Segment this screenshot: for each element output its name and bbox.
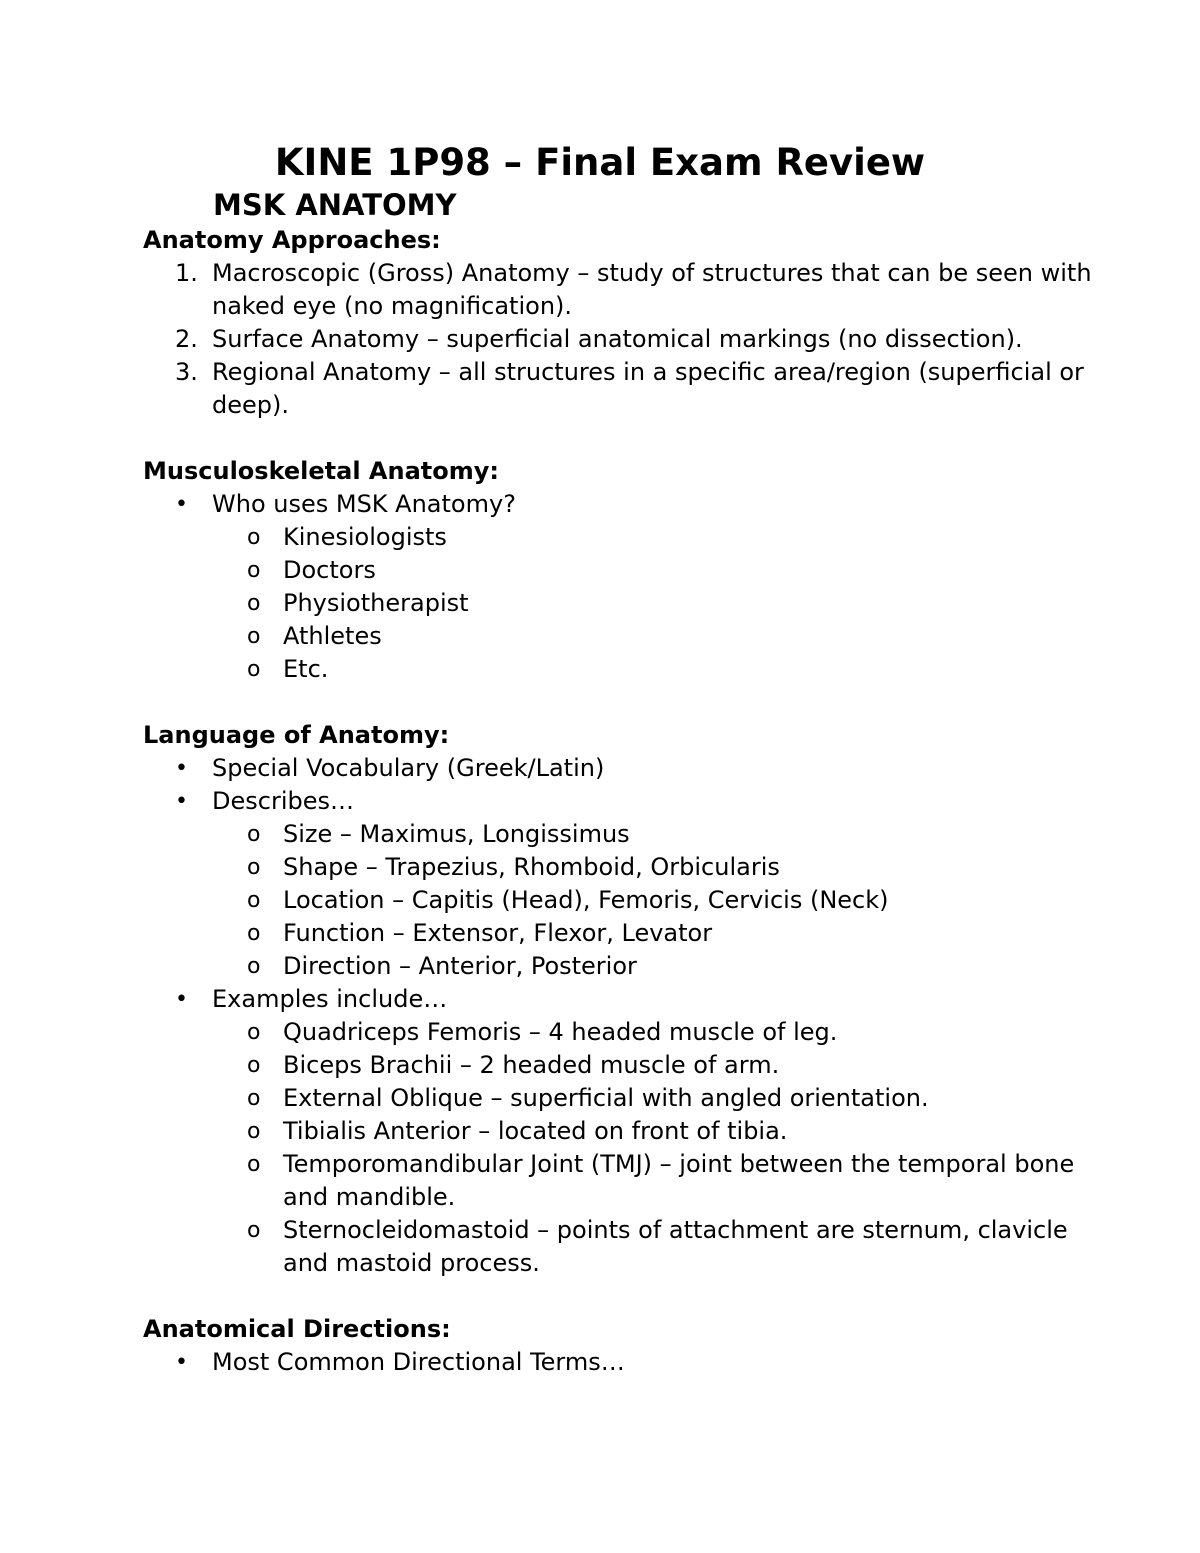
list-item-text: Shape – Trapezius, Rhomboid, Orbicularis — [283, 853, 780, 881]
sub-bullet-item — [143, 1049, 1103, 1082]
bullet-marker: • — [175, 756, 188, 781]
list-number: 1. — [175, 259, 198, 287]
list-item-text: Special Vocabulary (Greek/Latin) — [212, 754, 605, 782]
sub-bullet-item — [143, 851, 1103, 884]
section-heading: Anatomy Approaches: — [143, 226, 441, 254]
sub-bullet-marker: o — [247, 888, 261, 913]
sub-bullet-item — [143, 653, 1103, 686]
list-item-text: Etc. — [283, 655, 329, 683]
sub-bullet-marker: o — [247, 558, 261, 583]
list-item-text: External Oblique – superficial with angled orientation. — [283, 1084, 929, 1112]
sub-bullet-marker: o — [247, 855, 261, 880]
list-item-text: Quadriceps Femoris – 4 headed muscle of leg. — [283, 1018, 838, 1046]
list-item-text: Examples include… — [212, 985, 448, 1013]
numbered-item — [143, 257, 1102, 323]
sub-bullet-item — [143, 521, 1103, 554]
sub-bullet-marker: o — [247, 657, 261, 682]
sub-bullet-marker: o — [247, 1218, 261, 1243]
list-number: 2. — [175, 325, 198, 353]
section-heading: Anatomical Directions: — [143, 1315, 451, 1343]
sub-bullet-marker: o — [247, 591, 261, 616]
document-subtitle: MSK ANATOMY — [213, 188, 457, 222]
document-title: KINE 1P98 – Final Exam Review — [274, 141, 926, 184]
sub-bullet-item — [143, 1115, 1103, 1148]
sub-bullet-item — [143, 917, 1103, 950]
bullet-marker: • — [175, 789, 188, 814]
sub-bullet-marker: o — [247, 1152, 261, 1177]
bullet-item — [143, 785, 1103, 818]
list-item-text: Temporomandibular Joint (TMJ) – joint between the temporal bone and mandible. — [283, 1150, 1075, 1211]
section-heading: Musculoskeletal Anatomy: — [143, 457, 499, 485]
list-item-text: Location – Capitis (Head), Femoris, Cervicis (Neck) — [283, 886, 889, 914]
sub-bullet-item — [143, 1214, 1083, 1280]
sub-bullet-item — [143, 620, 1103, 653]
sub-bullet-marker: o — [247, 921, 261, 946]
section-language-of-anatomy — [143, 719, 1103, 1280]
list-item-text: Surface Anatomy – superficial anatomical markings (no dissection). — [212, 325, 1023, 353]
list-item-text: Direction – Anterior, Posterior — [283, 952, 637, 980]
list-item-text: Size – Maximus, Longissimus — [283, 820, 630, 848]
sub-bullet-marker: o — [247, 822, 261, 847]
section-anatomical-directions — [143, 1313, 1103, 1379]
bullet-marker: • — [175, 987, 188, 1012]
list-item-text: Regional Anatomy – all structures in a specific area/region (superficial or deep). — [212, 358, 1084, 419]
bullet-item — [143, 983, 1103, 1016]
sub-bullet-item — [143, 1148, 1123, 1214]
list-item-text: Athletes — [283, 622, 382, 650]
list-item-text: Sternocleidomastoid – points of attachment are sternum, clavicle and mastoid process. — [283, 1216, 1068, 1277]
sub-bullet-marker: o — [247, 1119, 261, 1144]
sub-bullet-marker: o — [247, 525, 261, 550]
list-item-text: Most Common Directional Terms… — [212, 1348, 625, 1376]
sub-bullet-item — [143, 950, 1103, 983]
list-item-text: Kinesiologists — [283, 523, 447, 551]
section-anatomy-approaches — [143, 224, 1103, 422]
section-heading: Language of Anatomy: — [143, 721, 450, 749]
sub-bullet-item — [143, 1082, 1103, 1115]
list-item-text: Function – Extensor, Flexor, Levator — [283, 919, 713, 947]
sub-bullet-item — [143, 884, 1103, 917]
list-item-text: Describes… — [212, 787, 354, 815]
numbered-item — [143, 356, 1092, 422]
list-item-text: Tibialis Anterior – located on front of tibia. — [283, 1117, 788, 1145]
list-item-text: Macroscopic (Gross) Anatomy – study of structures that can be seen with naked eye (no magnification). — [212, 259, 1092, 320]
sub-bullet-item — [143, 554, 1103, 587]
document-body — [143, 224, 1103, 1379]
list-item-text: Biceps Brachii – 2 headed muscle of arm. — [283, 1051, 780, 1079]
sub-bullet-marker: o — [247, 1020, 261, 1045]
list-item-text: Who uses MSK Anatomy? — [212, 490, 516, 518]
numbered-item — [143, 323, 1032, 356]
sub-bullet-item — [143, 818, 1103, 851]
sub-bullet-marker: o — [247, 624, 261, 649]
list-number: 3. — [175, 358, 198, 386]
sub-bullet-item — [143, 1016, 1103, 1049]
sub-bullet-marker: o — [247, 1053, 261, 1078]
paragraph-gap — [143, 1280, 1103, 1313]
bullet-marker: • — [175, 1350, 188, 1375]
paragraph-gap — [143, 686, 1103, 719]
bullet-item — [143, 1346, 1103, 1379]
list-item-text: Physiotherapist — [283, 589, 469, 617]
sub-bullet-marker: o — [247, 1086, 261, 1111]
bullet-marker: • — [175, 492, 188, 517]
sub-bullet-item — [143, 587, 1103, 620]
bullet-item — [143, 752, 1103, 785]
section-musculoskeletal-anatomy — [143, 455, 1103, 686]
list-item-text: Doctors — [283, 556, 376, 584]
paragraph-gap — [143, 422, 1103, 455]
sub-bullet-marker: o — [247, 954, 261, 979]
bullet-item — [143, 488, 1103, 521]
